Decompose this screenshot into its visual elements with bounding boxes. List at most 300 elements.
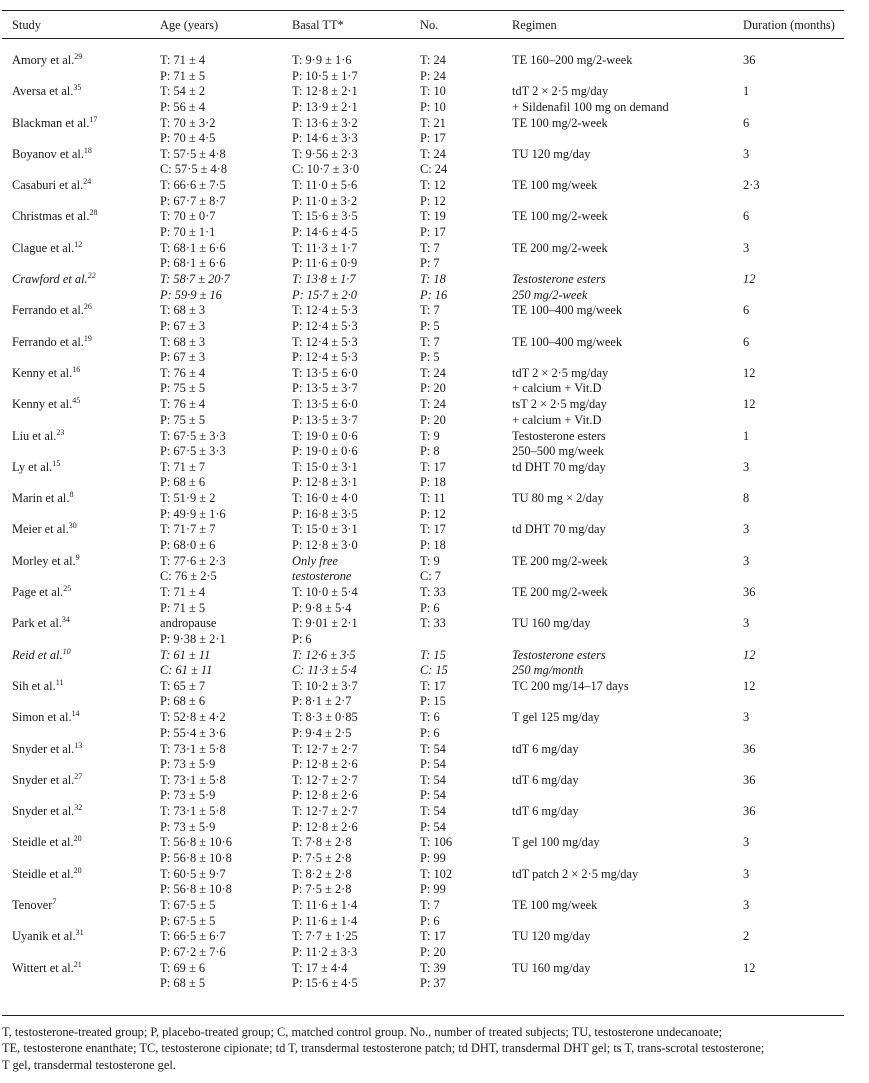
number-cell-line: T: 17 <box>420 522 446 537</box>
basal-tt-cell-line: T: 13·8 ± 1·7 <box>292 272 356 287</box>
study-name: Ferrando et al. <box>12 334 84 349</box>
table-row <box>0 554 869 585</box>
reference-number: 30 <box>68 521 77 531</box>
basal-tt-cell <box>292 961 358 992</box>
number-cell-line: P: 8 <box>420 444 440 459</box>
study-cell <box>12 303 92 320</box>
number-cell-line: P: 17 <box>420 224 446 239</box>
duration-cell: 2 <box>743 929 750 944</box>
basal-tt-cell-line: P: 14·6 ± 4·5 <box>292 224 358 239</box>
study-cell <box>12 804 82 821</box>
basal-tt-cell-line: testosterone <box>292 569 352 584</box>
reference-number: 7 <box>52 897 57 907</box>
number-cell-line: P: 6 <box>420 600 440 615</box>
table-row <box>0 522 869 553</box>
basal-tt-cell-line: P: 6 <box>292 631 312 646</box>
basal-tt-cell-line: T: 7·8 ± 2·8 <box>292 835 352 850</box>
table-body <box>0 53 869 992</box>
basal-tt-cell <box>292 272 357 303</box>
age-cell-line: P: 67·5 ± 5 <box>160 913 216 928</box>
number-cell <box>420 648 448 679</box>
basal-tt-cell <box>292 335 358 366</box>
regimen-cell <box>512 209 608 225</box>
basal-tt-cell-line: T: 11·3 ± 1·7 <box>292 240 358 255</box>
regimen-cell-line: Testosterone esters <box>512 428 606 443</box>
basal-tt-cell-line: T: 12·7 ± 2·7 <box>292 741 358 756</box>
age-cell-line: T: 57·5 ± 4·8 <box>160 146 226 161</box>
age-cell <box>160 178 226 209</box>
age-cell-line: P: 71 ± 5 <box>160 68 206 83</box>
table-row <box>0 961 869 992</box>
basal-tt-cell-line: P: 19·0 ± 0·6 <box>292 444 358 459</box>
regimen-cell <box>512 272 606 303</box>
number-cell <box>420 366 446 397</box>
number-cell <box>420 679 446 710</box>
basal-tt-cell <box>292 209 358 240</box>
table-row <box>0 397 869 428</box>
study-name: Ly et al. <box>12 459 53 474</box>
basal-tt-cell <box>292 460 358 491</box>
number-cell <box>420 209 446 240</box>
basal-tt-cell-line: T: 12·8 ± 2·1 <box>292 84 358 99</box>
table-row <box>0 742 869 773</box>
table-row <box>0 147 869 178</box>
duration-cell: 1 <box>743 428 750 443</box>
reference-number: 9 <box>75 552 80 562</box>
number-cell-line: T: 17 <box>420 678 446 693</box>
regimen-cell-line: TE 200 mg/2-week <box>512 240 608 255</box>
reference-number: 25 <box>63 584 72 594</box>
basal-tt-cell-line: T: 12·7 ± 2·7 <box>292 804 358 819</box>
number-cell <box>420 147 447 178</box>
header-regimen: Regimen <box>512 18 557 32</box>
age-cell-line: T: 65 ± 7 <box>160 678 206 693</box>
age-cell-line: T: 70 ± 3·2 <box>160 115 216 130</box>
duration-cell: 2·3 <box>743 178 760 193</box>
footnote-line: TE, testosterone enanthate; TC, testosterone cipionate; td T, transdermal testosterone patch; td DHT, transdermal DHT gel; ts T, trans-scrotal testosterone; <box>2 1041 765 1056</box>
study-cell <box>12 961 82 978</box>
study-cell <box>12 616 70 633</box>
number-cell-line: P: 10 <box>420 99 446 114</box>
age-cell <box>160 429 226 460</box>
age-cell-line: P: 68 ± 5 <box>160 976 206 991</box>
reference-number: 20 <box>73 865 82 875</box>
age-cell <box>160 366 205 397</box>
study-name: Clague et al. <box>12 240 75 255</box>
table-row <box>0 366 869 397</box>
duration-cell: 6 <box>743 303 750 318</box>
reference-number: 19 <box>83 333 92 343</box>
age-cell-line: T: 73·1 ± 5·8 <box>160 741 226 756</box>
reference-number: 11 <box>55 677 64 687</box>
study-name: Reid et al. <box>12 647 63 662</box>
duration-cell: 3 <box>743 616 750 631</box>
number-cell-line: T: 9 <box>420 553 440 568</box>
basal-tt-cell <box>292 742 358 773</box>
number-cell-line: P: 12 <box>420 193 446 208</box>
regimen-cell-line: td DHT 70 mg/day <box>512 522 606 537</box>
age-cell-line: T: 69 ± 6 <box>160 960 206 975</box>
basal-tt-cell-line: T: 9·01 ± 2·1 <box>292 616 358 631</box>
regimen-cell <box>512 53 632 69</box>
basal-tt-cell-line: P: 16·8 ± 3·5 <box>292 506 358 521</box>
basal-tt-cell-line: P: 15·6 ± 4·5 <box>292 976 358 991</box>
basal-tt-cell-line: P: 13·5 ± 3·7 <box>292 381 358 396</box>
number-cell-line: T: 24 <box>420 397 446 412</box>
duration-cell: 3 <box>743 522 750 537</box>
regimen-cell-line: TC 200 mg/14–17 days <box>512 678 629 693</box>
basal-tt-cell <box>292 898 357 929</box>
study-name: Marin et al. <box>12 491 70 506</box>
age-cell <box>160 585 205 616</box>
number-cell-line: P: 54 <box>420 788 446 803</box>
age-cell-line: T: 73·1 ± 5·8 <box>160 804 226 819</box>
reference-number: 23 <box>56 427 65 437</box>
basal-tt-cell-line: P: 11·0 ± 3·2 <box>292 193 358 208</box>
number-cell-line: P: 54 <box>420 757 446 772</box>
study-name: Kenny et al. <box>12 365 73 380</box>
basal-tt-cell <box>292 710 358 741</box>
number-cell-line: P: 37 <box>420 976 446 991</box>
age-cell-line: T: 71 ± 4 <box>160 53 206 67</box>
reference-number: 45 <box>72 396 81 406</box>
age-cell-line: T: 60·5 ± 9·7 <box>160 866 226 881</box>
age-cell-line: T: 56·8 ± 10·6 <box>160 835 232 850</box>
number-cell-line: P: 5 <box>420 318 440 333</box>
basal-tt-cell-line: Only free <box>292 553 338 568</box>
reference-number: 17 <box>89 114 98 124</box>
number-cell-line: T: 7 <box>420 303 440 318</box>
basal-tt-cell-line: T: 13·5 ± 6·0 <box>292 365 358 380</box>
number-cell-line: P: 20 <box>420 944 446 959</box>
number-cell-line: P: 7 <box>420 256 440 271</box>
study-name: Ferrando et al. <box>12 303 84 318</box>
basal-tt-cell-line: T: 8·3 ± 0·85 <box>292 710 358 725</box>
number-cell-line: T: 24 <box>420 146 446 161</box>
table-row <box>0 898 869 929</box>
age-cell <box>160 335 205 366</box>
regimen-cell-line: Testosterone esters <box>512 647 606 662</box>
regimen-cell-line: tdT 6 mg/day <box>512 804 579 819</box>
study-name: Morley et al. <box>12 553 76 568</box>
age-cell-line: P: 56·8 ± 10·8 <box>160 850 232 865</box>
age-cell-line: P: 56 ± 4 <box>160 99 206 114</box>
duration-cell: 3 <box>743 835 750 850</box>
reference-number: 21 <box>73 959 82 969</box>
age-cell <box>160 272 230 303</box>
reference-number: 24 <box>83 177 92 187</box>
study-name: Amory et al. <box>12 53 75 67</box>
reference-number: 20 <box>73 834 82 844</box>
regimen-cell <box>512 335 622 351</box>
basal-tt-cell-line: C: 11·3 ± 5·4 <box>292 663 357 678</box>
duration-cell: 12 <box>743 678 756 693</box>
basal-tt-cell-line: T: 11·0 ± 5·6 <box>292 178 358 193</box>
age-cell-line: P: 67·5 ± 3·3 <box>160 444 226 459</box>
study-cell <box>12 898 56 915</box>
basal-tt-cell-line: P: 7·5 ± 2·8 <box>292 882 352 897</box>
regimen-cell <box>512 773 579 789</box>
number-cell-line: T: 102 <box>420 866 453 881</box>
duration-cell: 12 <box>743 397 756 412</box>
number-cell <box>420 804 446 835</box>
age-cell-line: T: 68 ± 3 <box>160 334 206 349</box>
basal-tt-cell-line: T: 12·4 ± 5·3 <box>292 334 358 349</box>
age-cell-line: P: 75 ± 5 <box>160 412 206 427</box>
age-cell <box>160 53 205 84</box>
number-cell-line: P: 5 <box>420 350 440 365</box>
age-cell-line: T: 70 ± 0·7 <box>160 209 216 224</box>
study-name: Blackman et al. <box>12 115 90 130</box>
basal-tt-cell <box>292 178 357 209</box>
duration-cell: 3 <box>743 866 750 881</box>
number-cell <box>420 241 440 272</box>
number-cell-line: P: 20 <box>420 381 446 396</box>
regimen-cell-line: tsT 2 × 2·5 mg/day <box>512 397 607 412</box>
age-cell-line: T: 71·7 ± 7 <box>160 522 216 537</box>
basal-tt-cell-line: T: 13·5 ± 6·0 <box>292 397 358 412</box>
reference-number: 13 <box>74 740 83 750</box>
number-cell-line: T: 18 <box>420 272 446 287</box>
regimen-cell <box>512 84 669 115</box>
age-cell-line: T: 68 ± 3 <box>160 303 206 318</box>
basal-tt-cell-line: T: 15·0 ± 3·1 <box>292 459 358 474</box>
table-row <box>0 460 869 491</box>
basal-tt-cell <box>292 773 358 804</box>
regimen-cell-line: TE 100–400 mg/week <box>512 334 623 349</box>
number-cell-line: T: 15 <box>420 647 446 662</box>
regimen-cell-line: 250–500 mg/week <box>512 444 604 459</box>
number-cell-line: P: 17 <box>420 131 446 146</box>
age-cell <box>160 742 226 773</box>
basal-tt-cell-line: P: 12·4 ± 5·3 <box>292 350 358 365</box>
age-cell-line: P: 71 ± 5 <box>160 600 206 615</box>
basal-tt-cell-line: P: 15·7 ± 2·0 <box>292 287 357 302</box>
age-cell-line: P: 68·0 ± 6 <box>160 537 216 552</box>
number-cell-line: C: 24 <box>420 162 448 177</box>
regimen-cell-line: tdT 6 mg/day <box>512 741 579 756</box>
number-cell <box>420 554 441 585</box>
regimen-cell-line: TU 160 mg/day <box>512 616 591 631</box>
table-row <box>0 178 869 209</box>
basal-tt-cell-line: T: 13·6 ± 3·2 <box>292 115 358 130</box>
basal-tt-cell-line: P: 8·1 ± 2·7 <box>292 694 352 709</box>
number-cell-line: T: 54 <box>420 741 446 756</box>
number-cell <box>420 116 446 147</box>
table-header-rule <box>2 38 844 39</box>
basal-tt-cell-line: T: 15·6 ± 3·5 <box>292 209 358 224</box>
table-row <box>0 272 869 303</box>
age-cell-line: P: 55·4 ± 3·6 <box>160 725 226 740</box>
basal-tt-cell <box>292 554 351 585</box>
number-cell <box>420 773 446 804</box>
basal-tt-cell-line: T: 12·4 ± 5·3 <box>292 303 358 318</box>
number-cell-line: P: 15 <box>420 694 446 709</box>
number-cell-line: T: 7 <box>420 334 440 349</box>
regimen-cell-line: TE 100–400 mg/week <box>512 303 623 318</box>
regimen-cell <box>512 178 597 194</box>
age-cell-line: P: 75 ± 5 <box>160 381 206 396</box>
study-cell <box>12 116 97 133</box>
duration-cell: 3 <box>743 553 750 568</box>
study-cell <box>12 522 77 539</box>
duration-cell: 3 <box>743 459 750 474</box>
age-cell <box>160 116 215 147</box>
study-cell <box>12 648 71 665</box>
reference-number: 28 <box>89 208 98 218</box>
age-cell-line: P: 68·1 ± 6·6 <box>160 256 226 271</box>
duration-cell: 12 <box>743 960 756 975</box>
age-cell <box>160 648 212 679</box>
study-name: Page et al. <box>12 585 64 600</box>
table-row <box>0 804 869 835</box>
number-cell-line: P: 6 <box>420 725 440 740</box>
number-cell-line: T: 24 <box>420 365 446 380</box>
study-cell <box>12 241 82 258</box>
number-cell <box>420 929 446 960</box>
age-cell <box>160 679 205 710</box>
basal-tt-cell-line: P: 13·5 ± 3·7 <box>292 412 358 427</box>
regimen-cell <box>512 554 608 570</box>
duration-cell: 36 <box>743 585 756 600</box>
number-cell <box>420 867 452 898</box>
study-cell <box>12 366 80 383</box>
reference-number: 29 <box>74 52 83 61</box>
regimen-cell-line: TU 160 mg/day <box>512 960 591 975</box>
regimen-cell-line: tdT 2 × 2·5 mg/day <box>512 365 609 380</box>
study-cell <box>12 335 92 352</box>
study-name: Sih et al. <box>12 678 56 693</box>
regimen-cell-line: TE 100 mg/week <box>512 178 598 193</box>
number-cell-line: T: 10 <box>420 84 446 99</box>
study-name: Steidle et al. <box>12 866 74 881</box>
number-cell-line: P: 16 <box>420 287 448 302</box>
study-name: Boyanov et al. <box>12 146 84 161</box>
study-cell <box>12 929 84 946</box>
study-cell <box>12 554 80 571</box>
study-name: Meier et al. <box>12 522 69 537</box>
age-cell-line: C: 76 ± 2·5 <box>160 569 217 584</box>
table-row <box>0 303 869 334</box>
number-cell-line: C: 15 <box>420 663 448 678</box>
basal-tt-cell <box>292 116 358 147</box>
age-cell-line: P: 70 ± 1·1 <box>160 224 216 239</box>
study-cell <box>12 53 82 70</box>
basal-tt-cell <box>292 53 358 84</box>
reference-number: 31 <box>75 928 84 938</box>
age-cell-line: T: 68·1 ± 6·6 <box>160 240 226 255</box>
basal-tt-cell-line: P: 11·2 ± 3·3 <box>292 944 358 959</box>
number-cell <box>420 272 447 303</box>
study-cell <box>12 84 81 101</box>
regimen-cell-line: T gel 125 mg/day <box>512 710 600 725</box>
study-cell <box>12 742 82 759</box>
study-name: Wittert et al. <box>12 960 74 975</box>
reference-number: 15 <box>52 458 61 468</box>
reference-number: 34 <box>61 615 70 625</box>
age-cell-line: P: 73 ± 5·9 <box>160 819 216 834</box>
age-cell-line: P: 73 ± 5·9 <box>160 757 216 772</box>
age-cell-line: T: 71 ± 7 <box>160 459 206 474</box>
age-cell <box>160 522 215 553</box>
study-cell <box>12 209 97 226</box>
reference-number: 14 <box>71 709 80 719</box>
age-cell-line: T: 73·1 ± 5·8 <box>160 772 226 787</box>
regimen-cell <box>512 710 600 726</box>
basal-tt-cell-line: T: 16·0 ± 4·0 <box>292 491 358 506</box>
age-cell <box>160 554 226 585</box>
age-cell-line: T: 66·5 ± 6·7 <box>160 929 226 944</box>
regimen-cell <box>512 804 579 820</box>
study-cell <box>12 710 80 727</box>
table-row <box>0 585 869 616</box>
regimen-cell-line: TE 100 mg/week <box>512 898 598 913</box>
basal-tt-cell-line: T: 11·6 ± 1·4 <box>292 898 358 913</box>
duration-cell: 36 <box>743 53 756 67</box>
age-cell <box>160 209 215 240</box>
regimen-cell <box>512 961 590 977</box>
study-cell <box>12 679 63 696</box>
basal-tt-cell-line: P: 12·8 ± 3·0 <box>292 537 358 552</box>
table-row <box>0 241 869 272</box>
age-cell <box>160 804 226 835</box>
duration-cell: 3 <box>743 710 750 725</box>
reference-number: 26 <box>83 302 92 312</box>
regimen-cell-line: T gel 100 mg/day <box>512 835 600 850</box>
regimen-cell-line: tdT 6 mg/day <box>512 772 579 787</box>
study-cell <box>12 585 71 602</box>
basal-tt-cell <box>292 585 358 616</box>
duration-cell: 12 <box>743 647 756 662</box>
regimen-cell <box>512 116 608 132</box>
regimen-cell-line: tdT 2 × 2·5 mg/day <box>512 84 609 99</box>
age-cell-line: T: 54 ± 2 <box>160 84 206 99</box>
age-cell <box>160 710 226 741</box>
age-cell <box>160 147 227 178</box>
basal-tt-cell-line: T: 8·2 ± 2·8 <box>292 866 352 881</box>
age-cell-line: P: 67·7 ± 8·7 <box>160 193 226 208</box>
reference-number: 27 <box>74 771 83 781</box>
number-cell-line: T: 54 <box>420 804 446 819</box>
number-cell-line: P: 12 <box>420 506 446 521</box>
number-cell <box>420 460 446 491</box>
basal-tt-cell <box>292 491 358 522</box>
regimen-cell-line: TE 200 mg/2-week <box>512 553 608 568</box>
table-row <box>0 116 869 147</box>
regimen-cell-line: TE 200 mg/2-week <box>512 585 608 600</box>
duration-cell: 3 <box>743 146 750 161</box>
duration-cell: 1 <box>743 84 750 99</box>
study-name: Steidle et al. <box>12 835 74 850</box>
age-cell <box>160 773 226 804</box>
reference-number: 18 <box>83 145 92 155</box>
age-cell <box>160 898 215 929</box>
basal-tt-cell-line: P: 11·6 ± 1·4 <box>292 913 358 928</box>
table-top-rule <box>2 10 844 11</box>
age-cell-line: T: 52·8 ± 4·2 <box>160 710 226 725</box>
regimen-cell <box>512 303 622 319</box>
age-cell-line: P: 73 ± 5·9 <box>160 788 216 803</box>
reference-number: 32 <box>74 803 83 813</box>
reference-number: 10 <box>62 646 71 656</box>
header-age: Age (years) <box>160 18 219 32</box>
table-row <box>0 616 869 647</box>
basal-tt-cell-line: P: 12·8 ± 2·6 <box>292 757 358 772</box>
basal-tt-cell <box>292 522 358 553</box>
age-cell-line: P: 67 ± 3 <box>160 318 206 333</box>
age-cell <box>160 961 205 992</box>
regimen-cell <box>512 429 606 460</box>
